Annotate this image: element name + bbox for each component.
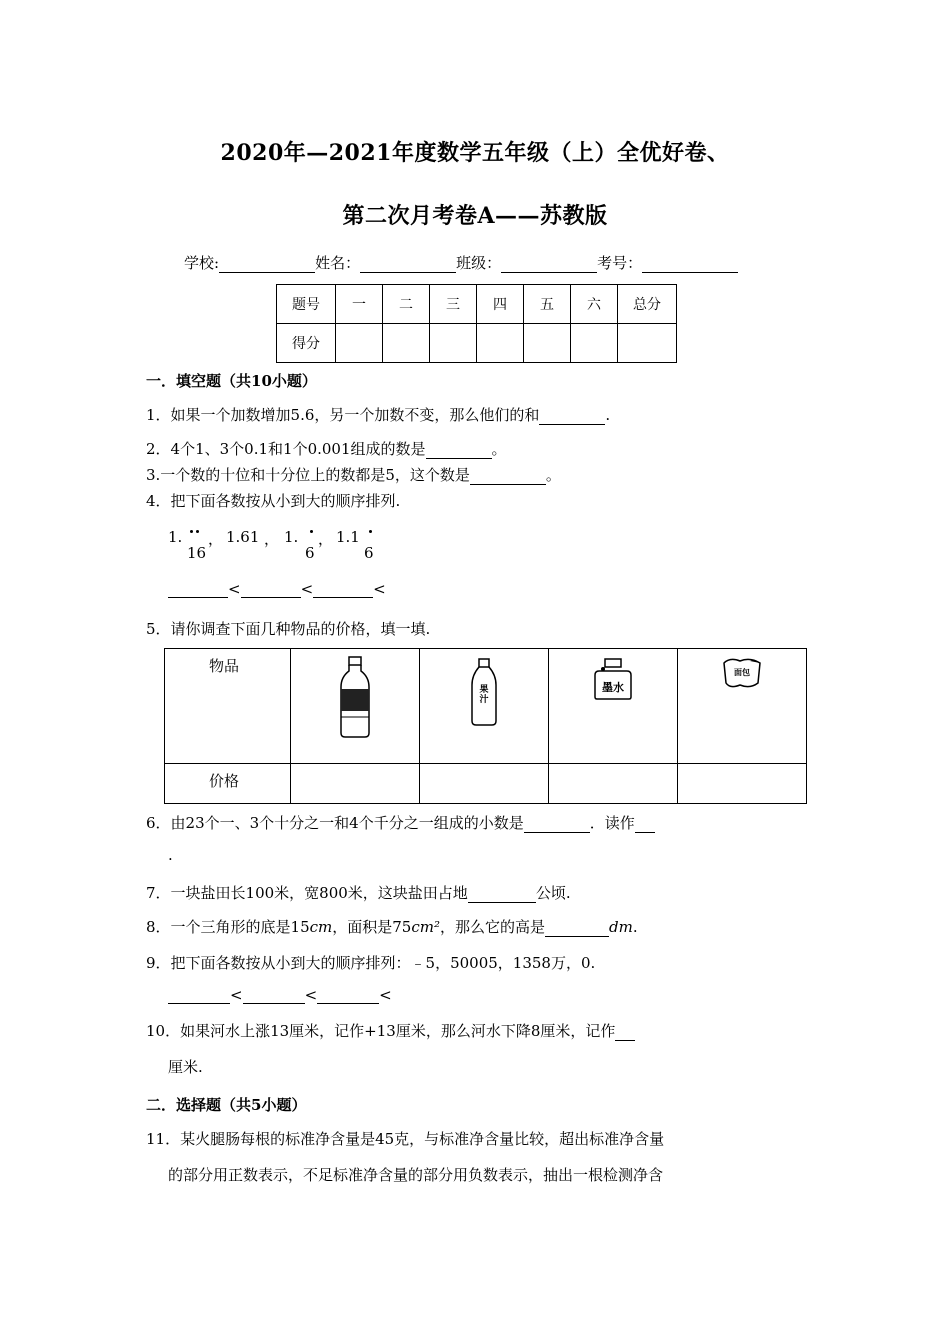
q8-text: 8．一个三角形的底是15 [146,918,310,936]
price-cell[interactable] [420,764,549,804]
exam-no-label: 考号： [597,254,643,272]
q4-sep3: ， [318,530,334,548]
price-label: 价格 [165,764,291,804]
q9-blank[interactable] [317,988,379,1004]
q4-n3-int: 1. [284,528,299,546]
exam-title-line1: 2020年—2021年度数学五年级（上）全优好卷、 [220,140,730,166]
score-cell[interactable] [336,324,383,363]
school-blank[interactable] [219,258,315,273]
q10-end: 厘米. [168,1058,203,1076]
question-7 [146,882,571,903]
q9-blank[interactable] [243,988,305,1004]
score-header-cell: 六 [571,285,618,324]
score-header-cell: 一 [336,285,383,324]
score-header-cell: 三 [430,285,477,324]
less-than: < [230,986,243,1004]
q9-blank[interactable] [168,988,230,1004]
q8-mid2: ，那么它的高是 [440,918,546,936]
question-4: 4．把下面各数按从小到大的顺序排列. [146,492,401,510]
q1-end: . [605,406,611,424]
q8-end: . [632,918,638,936]
q6-blank[interactable] [524,817,590,833]
score-header-row [277,285,677,324]
q8-unit-cm2: cm² [411,918,440,936]
water-bottle-icon [335,655,375,739]
score-cell[interactable] [524,324,571,363]
q7-blank[interactable] [468,887,536,903]
score-cell[interactable] [571,324,618,363]
less-than: < [373,580,386,598]
q4-answer-row [168,580,386,598]
juice-label: 果汁 [479,685,489,705]
name-blank[interactable] [360,258,456,273]
score-header-cell: 五 [524,285,571,324]
goods-cell-bread [678,649,807,764]
question-11-line1: 11．某火腿肠每根的标准净含量是45克，与标准净含量比较，超出标准净含量 [146,1130,665,1148]
repeat-dot-icon [310,530,313,533]
q4-n1-int: 1. [168,528,183,546]
score-cell[interactable] [430,324,477,363]
school-label: 学校: [184,254,220,272]
repeat-dot-icon [196,530,199,533]
q4-sep2: ， [264,530,280,548]
less-than: < [379,986,392,1004]
q4-blank[interactable] [241,582,301,598]
q6-mid: ．读作 [589,814,635,832]
goods-cell-water [291,649,420,764]
price-row [165,764,807,804]
q7-end: 公顷. [535,884,571,902]
q6-text: 6．由23个一、3个十分之一和4个千分之一组成的小数是 [146,814,524,832]
price-cell[interactable] [678,764,807,804]
price-cell[interactable] [291,764,420,804]
question-5: 5．请你调查下面几种物品的价格，填一填. [146,620,431,638]
q4-sep1: ， [208,530,224,548]
score-value-row [277,324,677,363]
question-3 [146,464,561,485]
bread-label: 面包 [734,667,750,677]
score-cell[interactable] [618,324,677,363]
question-8 [146,916,638,937]
q3-blank[interactable] [470,469,546,485]
q3-end: 。 [545,466,561,484]
class-blank[interactable] [501,258,597,273]
goods-table [164,648,807,804]
score-header-cell: 二 [383,285,430,324]
score-header-cell: 四 [477,285,524,324]
score-row-label: 得分 [277,324,336,363]
goods-cell-ink [549,649,678,764]
student-info [184,252,738,273]
question-2 [146,438,507,459]
question-6 [146,812,655,833]
score-cell[interactable] [383,324,430,363]
exam-title-line2: 第二次月考卷A——苏教版 [342,203,608,229]
q1-blank[interactable] [539,409,605,425]
less-than: < [304,986,318,1004]
q10-text: 10．如果河水上涨13厘米，记作+13厘米，那么河水下降8厘米，记作 [146,1022,616,1040]
ink-label: 墨水 [602,681,624,694]
question-11-line2: 的部分用正数表示，不足标准净含量的部分用负数表示，抽出一根检测净含 [168,1166,664,1184]
exam-no-blank[interactable] [642,258,738,273]
q4-n3-rep: 6 [305,544,315,562]
section2-title: 二．选择题（共5小题） [146,1096,307,1114]
q4-n2: 1.61 [226,528,260,546]
q8-mid: ，面积是75 [332,918,412,936]
q3-text: 3.一个数的十位和十分位上的数都是5，这个数是 [146,466,470,484]
q4-n1-rep: 16 [187,544,207,562]
question-10 [146,1020,635,1041]
q7-text: 7．一块盐田长100米，宽800米，这块盐田占地 [146,884,468,902]
q6-end: . [168,846,173,864]
name-label: 姓名： [315,254,361,272]
goods-label: 物品 [165,649,291,764]
q8-blank[interactable] [545,921,609,937]
goods-cell-juice [420,649,549,764]
q10-blank[interactable] [615,1025,635,1041]
q2-blank[interactable] [426,443,492,459]
class-label: 班级： [456,254,502,272]
score-header-cell: 题号 [277,285,336,324]
goods-row [165,649,807,764]
q4-n4-rep: 6 [364,544,374,562]
q4-blank[interactable] [313,582,373,598]
score-header-cell: 总分 [618,285,677,324]
score-table [276,284,677,363]
q8-unit-dm: dm [609,918,633,936]
less-than: < [228,580,241,598]
question-9: 9．把下面各数按从小到大的顺序排列：﹣5，50005，1358万，0. [146,954,596,972]
q4-n4-int: 1.1 [336,528,360,546]
less-than: < [300,580,314,598]
price-cell[interactable] [549,764,678,804]
q8-unit-cm: cm [309,918,333,936]
repeat-dot-icon [190,530,193,533]
q2-end: 。 [491,440,507,458]
q9-answer-row [168,986,392,1004]
q6-blank-2[interactable] [635,817,655,833]
q1-text: 1．如果一个加数增加5.6，另一个加数不变，那么他们的和 [146,406,540,424]
section1-title: 一．填空题（共10小题） [146,372,317,390]
q2-text: 2．4个1、3个0.1和1个0.001组成的数是 [146,440,426,458]
question-1 [146,404,610,425]
score-cell[interactable] [477,324,524,363]
q4-blank[interactable] [168,582,228,598]
repeat-dot-icon [369,530,372,533]
